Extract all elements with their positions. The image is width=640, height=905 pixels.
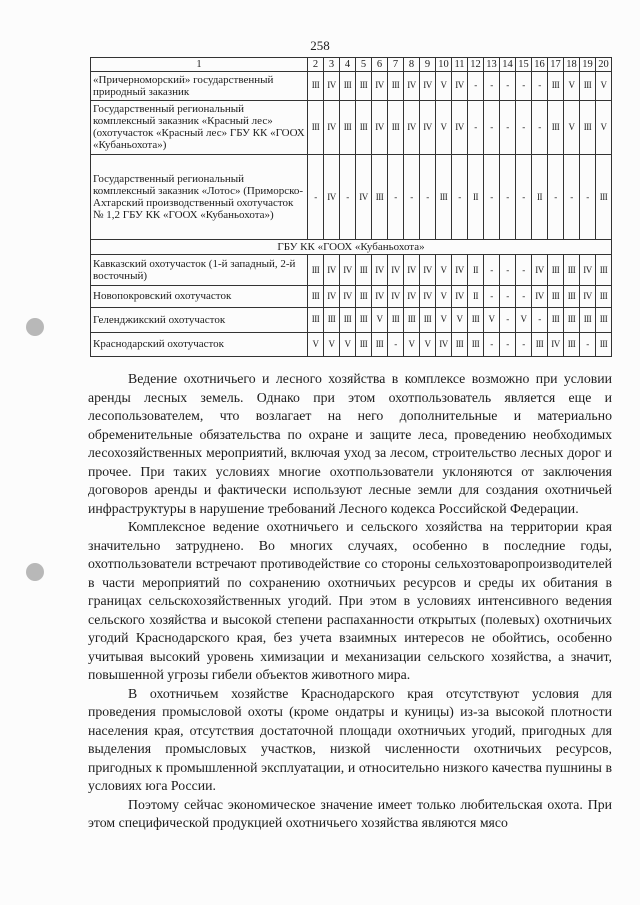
value-cell: IV bbox=[356, 155, 372, 240]
value-cell: III bbox=[580, 100, 596, 155]
value-cell: - bbox=[580, 332, 596, 356]
value-cell: - bbox=[500, 307, 516, 332]
value-cell: - bbox=[452, 155, 468, 240]
value-cell: III bbox=[308, 255, 324, 286]
value-cell: III bbox=[564, 332, 580, 356]
value-cell: V bbox=[308, 332, 324, 356]
value-cell: II bbox=[468, 286, 484, 308]
value-cell: IV bbox=[340, 286, 356, 308]
value-cell: III bbox=[308, 307, 324, 332]
value-cell: IV bbox=[324, 286, 340, 308]
row-name-cell: Новопокровский охотучасток bbox=[91, 286, 308, 308]
value-cell: III bbox=[308, 72, 324, 100]
value-cell: III bbox=[580, 72, 596, 100]
value-cell: IV bbox=[404, 72, 420, 100]
value-cell: IV bbox=[372, 72, 388, 100]
value-cell: III bbox=[548, 307, 564, 332]
column-header: 8 bbox=[404, 58, 420, 72]
column-header: 18 bbox=[564, 58, 580, 72]
value-cell: III bbox=[356, 307, 372, 332]
value-cell: V bbox=[596, 100, 612, 155]
value-cell: V bbox=[436, 307, 452, 332]
value-cell: V bbox=[340, 332, 356, 356]
value-cell: - bbox=[500, 332, 516, 356]
value-cell: III bbox=[596, 307, 612, 332]
table-header-row bbox=[91, 58, 612, 72]
value-cell: III bbox=[372, 155, 388, 240]
value-cell: III bbox=[324, 307, 340, 332]
value-cell: IV bbox=[452, 100, 468, 155]
column-header: 9 bbox=[420, 58, 436, 72]
value-cell: IV bbox=[404, 255, 420, 286]
table-row bbox=[91, 332, 612, 356]
value-cell: V bbox=[484, 307, 500, 332]
value-cell: V bbox=[420, 332, 436, 356]
value-cell: IV bbox=[324, 155, 340, 240]
value-cell: IV bbox=[372, 286, 388, 308]
section-heading: ГБУ КК «ГООХ «Кубаньохота» bbox=[91, 240, 612, 255]
value-cell: IV bbox=[580, 286, 596, 308]
column-header: 3 bbox=[324, 58, 340, 72]
value-cell: V bbox=[404, 332, 420, 356]
value-cell: IV bbox=[420, 100, 436, 155]
value-cell: - bbox=[532, 307, 548, 332]
table-row bbox=[91, 286, 612, 308]
value-cell: V bbox=[564, 100, 580, 155]
row-name-cell: Кавказский охотучасток (1-й западный, 2-й восточный) bbox=[91, 255, 308, 286]
row-name-cell: Государственный региональный комплексный заказник «Красный лес» (охотучасток «Красный лес» ГБУ КК «ГООХ «Кубаньохота») bbox=[91, 100, 308, 155]
value-cell: - bbox=[500, 286, 516, 308]
value-cell: IV bbox=[324, 72, 340, 100]
value-cell: V bbox=[596, 72, 612, 100]
value-cell: IV bbox=[452, 72, 468, 100]
column-header: 4 bbox=[340, 58, 356, 72]
value-cell: III bbox=[548, 100, 564, 155]
row-name-cell: «Причерноморский» государственный природный заказник bbox=[91, 72, 308, 100]
value-cell: IV bbox=[420, 255, 436, 286]
value-cell: - bbox=[388, 332, 404, 356]
value-cell: V bbox=[564, 72, 580, 100]
column-header: 2 bbox=[308, 58, 324, 72]
value-cell: - bbox=[500, 155, 516, 240]
punch-hole-mark bbox=[26, 318, 44, 336]
value-cell: - bbox=[420, 155, 436, 240]
value-cell: IV bbox=[404, 286, 420, 308]
value-cell: V bbox=[436, 255, 452, 286]
value-cell: III bbox=[468, 307, 484, 332]
value-cell: III bbox=[564, 286, 580, 308]
table-row bbox=[91, 100, 612, 155]
value-cell: II bbox=[468, 255, 484, 286]
value-cell: III bbox=[532, 332, 548, 356]
value-cell: III bbox=[356, 255, 372, 286]
value-cell: V bbox=[516, 307, 532, 332]
value-cell: V bbox=[436, 286, 452, 308]
value-cell: - bbox=[548, 155, 564, 240]
value-cell: IV bbox=[324, 255, 340, 286]
value-cell: III bbox=[356, 72, 372, 100]
value-cell: III bbox=[580, 307, 596, 332]
table-row bbox=[91, 155, 612, 240]
value-cell: III bbox=[356, 286, 372, 308]
column-header: 17 bbox=[548, 58, 564, 72]
value-cell: III bbox=[548, 286, 564, 308]
row-name-cell: Геленджикский охотучасток bbox=[91, 307, 308, 332]
value-cell: - bbox=[516, 255, 532, 286]
column-header: 19 bbox=[580, 58, 596, 72]
value-cell: IV bbox=[452, 255, 468, 286]
value-cell: - bbox=[484, 255, 500, 286]
value-cell: - bbox=[500, 255, 516, 286]
paragraph: В охотничьем хозяйстве Краснодарского края отсутствуют условия для проведения промысловой охоты (кроме ондатры и куницы) из-за высокой плотности населения края, отсутствия достаточной площади охотничьих угодий, пригодных для выделения промысловых участков, низкой численности охотничьих ресурсов, пригодных к промышленной эксплуатации, и относительно низкого качества пушнины в условиях юга России. bbox=[88, 685, 612, 793]
value-cell: - bbox=[516, 155, 532, 240]
punch-hole-mark bbox=[26, 563, 44, 581]
value-cell: III bbox=[420, 307, 436, 332]
value-cell: - bbox=[340, 155, 356, 240]
column-header: 13 bbox=[484, 58, 500, 72]
value-cell: III bbox=[468, 332, 484, 356]
value-cell: V bbox=[436, 72, 452, 100]
value-cell: - bbox=[532, 72, 548, 100]
value-cell: - bbox=[500, 72, 516, 100]
value-cell: IV bbox=[404, 100, 420, 155]
row-name-cell: Государственный региональный комплексный заказник «Лотос» (Приморско-Ахтарский производственный охотучасток № 1,2 ГБУ КК «ГООХ «Кубаньохота») bbox=[91, 155, 308, 240]
value-cell: III bbox=[596, 332, 612, 356]
value-cell: - bbox=[404, 155, 420, 240]
value-cell: IV bbox=[372, 100, 388, 155]
value-cell: - bbox=[484, 286, 500, 308]
value-cell: IV bbox=[436, 332, 452, 356]
value-cell: III bbox=[596, 255, 612, 286]
value-cell: IV bbox=[420, 72, 436, 100]
value-cell: - bbox=[500, 100, 516, 155]
column-header: 11 bbox=[452, 58, 468, 72]
value-cell: IV bbox=[580, 255, 596, 286]
value-cell: III bbox=[404, 307, 420, 332]
value-cell: III bbox=[564, 255, 580, 286]
hunting-grounds-table bbox=[90, 57, 612, 357]
value-cell: III bbox=[436, 155, 452, 240]
paragraph: Ведение охотничьего и лесного хозяйства в комплексе возможно при условии аренды лесных земель. Однако при этом охотпользователь является еще и лесопользователем, что возлагает на него дополнительные и материально обременительные обязательства по охране и защите леса, проведению необходимых лесохозяйственных мероприятий, включая уход за лесом, строительство лесных дорог и прочее. При таких условиях многие охотпользователи уклоняются от заключения договоров аренды и фактически используют лесные земли для создания охотничьей инфраструктуры в нарушение требований Лесного кодекса Российской Федерации. bbox=[88, 371, 612, 516]
value-cell: II bbox=[468, 155, 484, 240]
table-row bbox=[91, 72, 612, 100]
value-cell: V bbox=[452, 307, 468, 332]
value-cell: - bbox=[484, 155, 500, 240]
value-cell: - bbox=[468, 100, 484, 155]
value-cell: III bbox=[308, 100, 324, 155]
value-cell: III bbox=[308, 286, 324, 308]
value-cell: - bbox=[532, 100, 548, 155]
value-cell: V bbox=[436, 100, 452, 155]
value-cell: IV bbox=[340, 255, 356, 286]
value-cell: III bbox=[372, 332, 388, 356]
column-header: 10 bbox=[436, 58, 452, 72]
value-cell: - bbox=[388, 155, 404, 240]
value-cell: III bbox=[340, 307, 356, 332]
value-cell: III bbox=[548, 72, 564, 100]
value-cell: - bbox=[580, 155, 596, 240]
value-cell: - bbox=[484, 72, 500, 100]
value-cell: IV bbox=[372, 255, 388, 286]
value-cell: IV bbox=[532, 286, 548, 308]
value-cell: IV bbox=[324, 100, 340, 155]
value-cell: III bbox=[388, 307, 404, 332]
value-cell: IV bbox=[420, 286, 436, 308]
value-cell: - bbox=[516, 72, 532, 100]
value-cell: - bbox=[468, 72, 484, 100]
value-cell: IV bbox=[452, 286, 468, 308]
column-header: 1 bbox=[91, 58, 308, 72]
value-cell: III bbox=[564, 307, 580, 332]
value-cell: - bbox=[484, 332, 500, 356]
column-header: 20 bbox=[596, 58, 612, 72]
column-header: 14 bbox=[500, 58, 516, 72]
table-row bbox=[91, 255, 612, 286]
value-cell: III bbox=[356, 332, 372, 356]
table-section-row bbox=[91, 240, 612, 255]
value-cell: III bbox=[388, 72, 404, 100]
row-name-cell: Краснодарский охотучасток bbox=[91, 332, 308, 356]
value-cell: IV bbox=[548, 332, 564, 356]
column-header: 12 bbox=[468, 58, 484, 72]
value-cell: III bbox=[596, 286, 612, 308]
value-cell: III bbox=[388, 100, 404, 155]
value-cell: IV bbox=[532, 255, 548, 286]
value-cell: - bbox=[516, 100, 532, 155]
column-header: 5 bbox=[356, 58, 372, 72]
value-cell: - bbox=[484, 100, 500, 155]
body-text bbox=[88, 370, 612, 833]
value-cell: III bbox=[340, 100, 356, 155]
value-cell: IV bbox=[388, 255, 404, 286]
column-header: 6 bbox=[372, 58, 388, 72]
column-header: 15 bbox=[516, 58, 532, 72]
table-row bbox=[91, 307, 612, 332]
value-cell: - bbox=[516, 286, 532, 308]
page-number: 258 bbox=[310, 38, 330, 53]
value-cell: IV bbox=[388, 286, 404, 308]
paragraph: Поэтому сейчас экономическое значение имеет только любительская охота. При этом специфической продукцией охотничьего хозяйства являются мясо bbox=[88, 796, 612, 830]
column-header: 7 bbox=[388, 58, 404, 72]
value-cell: - bbox=[308, 155, 324, 240]
value-cell: III bbox=[356, 100, 372, 155]
paragraph: Комплексное ведение охотничьего и сельского хозяйства на территории края значительно затруднено. Во многих случаях, особенно в последние годы, охотпользователи встречают противодействие со стороны сельхозтоваропроизводителей в части мероприятий по сохранению охотничьих ресурсов и среды их обитания в границах сельскохозяйственных угодий. При этом в условиях интенсивного ведения сельского хозяйства и высокой степени распаханности открытых (полевых) охотничьих угодий Краснодарского края, без учета взаимных интересов не обойтись, особенно учитывая высокий уровень химизации и механизации сельского хозяйства, а значит, повышенной угрозы гибели объектов животного мира. bbox=[88, 519, 612, 682]
value-cell: III bbox=[548, 255, 564, 286]
value-cell: II bbox=[532, 155, 548, 240]
column-header: 16 bbox=[532, 58, 548, 72]
value-cell: V bbox=[324, 332, 340, 356]
value-cell: - bbox=[516, 332, 532, 356]
value-cell: V bbox=[372, 307, 388, 332]
value-cell: III bbox=[452, 332, 468, 356]
value-cell: III bbox=[596, 155, 612, 240]
value-cell: III bbox=[340, 72, 356, 100]
value-cell: - bbox=[564, 155, 580, 240]
